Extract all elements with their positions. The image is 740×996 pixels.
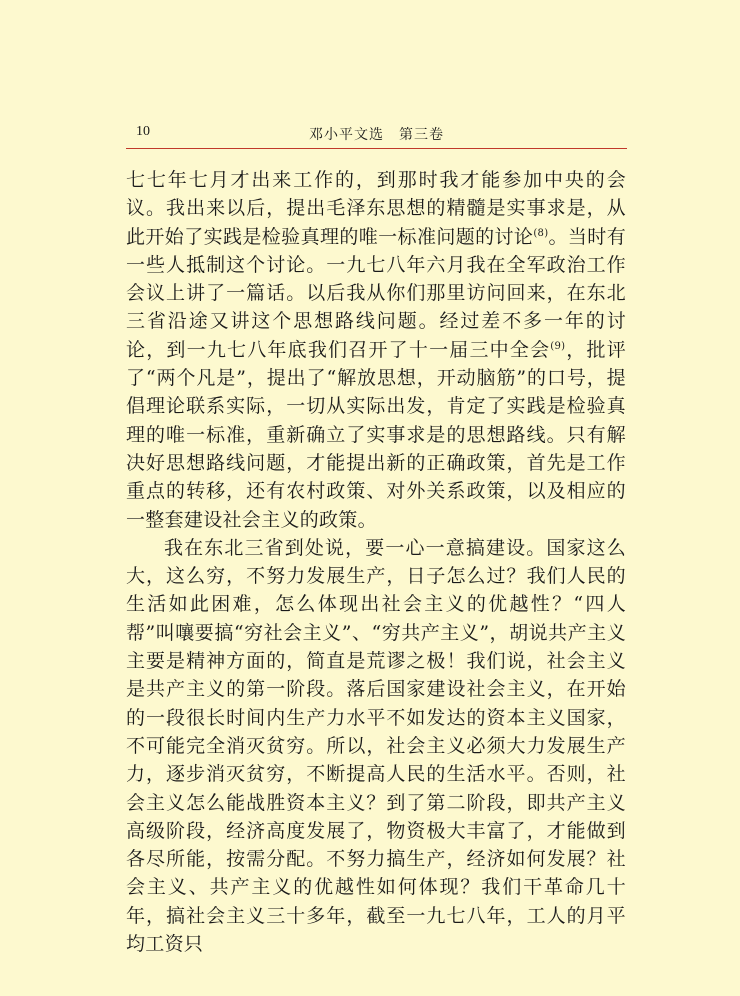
- page-number: 10: [136, 124, 150, 139]
- paragraph-2-text-1: 我在东北三省到处说，要一心一意搞建设。国家这么大，这么穷，不努力发展生产，日子怎么过？我们人民的生活如此困难，怎么体现出社会主义的优越性？“四人帮”叫嚷要搞“穷社会主义”、“穷共产主义”，胡说共产主义主要是精神方面的，简直是荒谬之极！我们说，社会主义是共产主义的第一阶段。落后国家建设社会主义，在开始的一段很长时间内生产力水平不如发达的资本主义国家，不可能完全消灭贫穷。所以，社会主义必须大力发展生产力，逐步消灭贫穷，不断提高人民的生活水平。否则，社会主义怎么能战胜资本主义？到了第二阶段，即共产主义高级阶段，经济高度发展了，物资极大丰富了，才能做到各尽所能，按需分配。不努力搞生产，经济如何发展？社会主义、共产主义的优越性如何体现？我们干革命几十年，搞社会主义三十多年，截至一九七八年，工人的月平均工资只: [126, 536, 626, 956]
- paragraph-1-text-3: ，批评了“两个凡是”，提出了“解放思想，开动脑筋”的口号，提倡理论联系实际，一切从实际出发，肯定了实践是检验真理的唯一标准，重新确立了实事求是的思想路线。只有解决好思想路线问题，才能提出新的正确政策，首先是工作重点的转移，还有农村政策、对外关系政策，以及相应的一整套建设社会主义的政策。: [126, 338, 626, 531]
- running-title: 邓小平文选 第三卷: [309, 127, 444, 143]
- header-rule: [126, 148, 627, 149]
- page-header: [126, 121, 627, 149]
- footnote-ref-8[interactable]: (8): [533, 227, 549, 239]
- paragraph-1-text-2: 。当时有一些人抵制这个讨论。一九七八年六月我在全军政治工作会议上讲了一篇话。以后我从你们那里访问回来，在东北三省沿途又讲这个思想路线问题。经过差不多一年的讨论，到一九七八年底我们召开了十一届三中全会: [126, 225, 626, 361]
- paragraph-1-text-1: 七七年七月才出来工作的，到那时我才能参加中央的会议。我出来以后，提出毛泽东思想的精髓是实事求是，从此开始了实践是检验真理的唯一标准问题的讨论: [126, 169, 626, 248]
- body-text: [126, 166, 626, 958]
- paragraph-1: [126, 166, 626, 534]
- footnote-ref-9[interactable]: (9): [550, 340, 566, 352]
- paragraph-2: [126, 534, 626, 958]
